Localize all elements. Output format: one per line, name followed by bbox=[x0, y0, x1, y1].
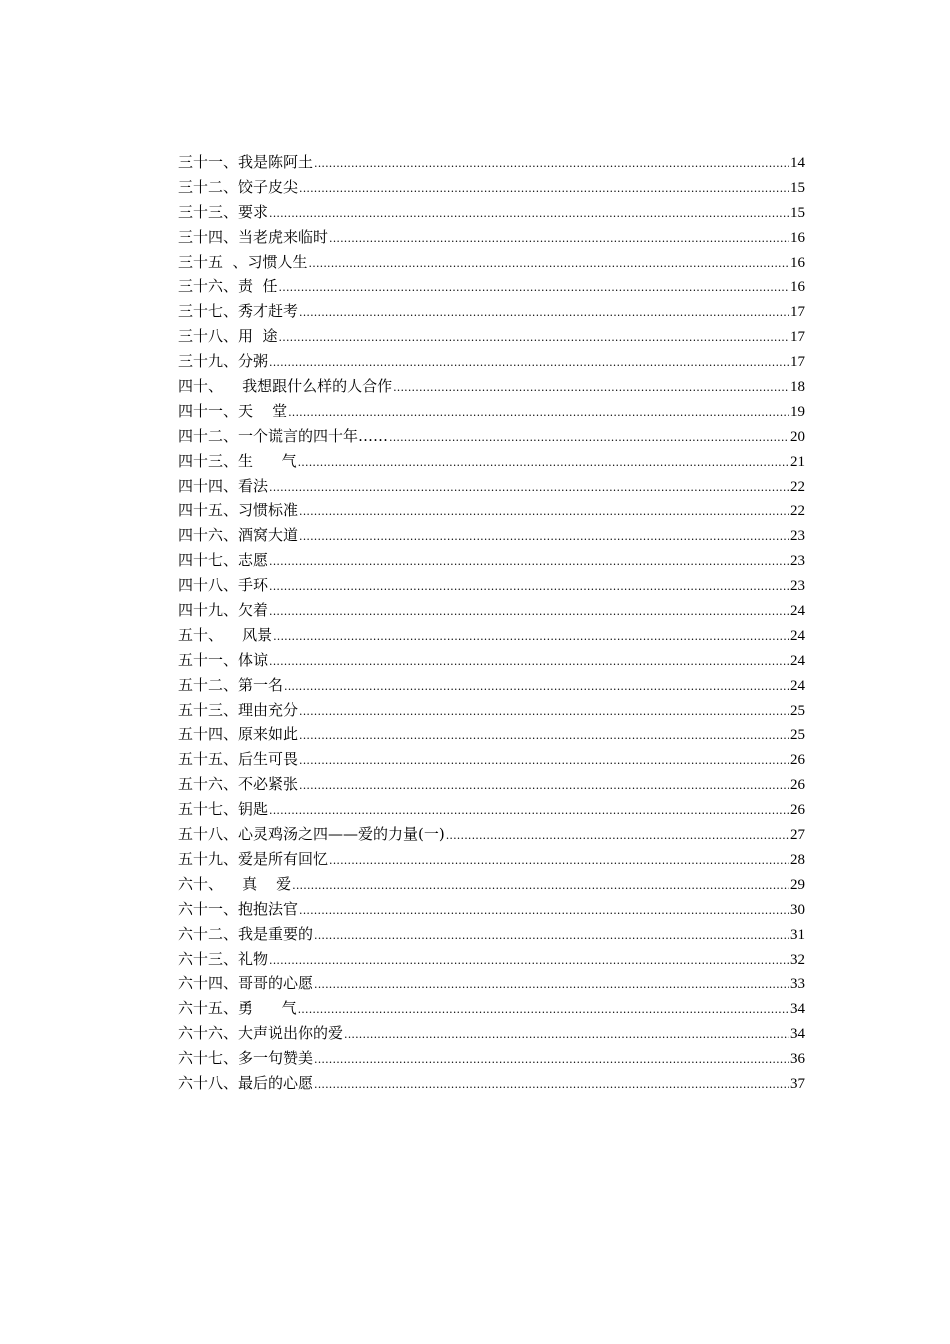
toc-entry-title: 五十二、第一名 bbox=[178, 675, 284, 694]
toc-dot-leader bbox=[269, 656, 789, 667]
toc-entry-title: 五十四、原来如此 bbox=[178, 725, 299, 744]
toc-entry-page-number: 33 bbox=[790, 976, 805, 993]
toc-entry-page-number: 25 bbox=[790, 727, 805, 744]
toc-dot-leader bbox=[284, 681, 789, 692]
toc-entry-page-number: 17 bbox=[790, 354, 805, 371]
toc-entry-title: 五十六、不必紧张 bbox=[178, 775, 299, 794]
toc-dot-leader bbox=[269, 955, 789, 966]
toc-entry-title: 四十、 我想跟什么样的人合作 bbox=[178, 377, 393, 396]
toc-entry-title: 五十一、体谅 bbox=[178, 650, 269, 669]
toc-entry[interactable] bbox=[178, 573, 805, 598]
toc-entry-page-number: 26 bbox=[790, 802, 805, 819]
toc-entry[interactable] bbox=[178, 250, 805, 275]
table-of-contents bbox=[178, 150, 805, 1096]
toc-entry[interactable] bbox=[178, 971, 805, 996]
toc-dot-leader bbox=[299, 506, 789, 517]
toc-entry-page-number: 19 bbox=[790, 403, 805, 420]
toc-entry-page-number: 36 bbox=[790, 1051, 805, 1068]
toc-entry-page-number: 34 bbox=[790, 1001, 805, 1018]
toc-dot-leader bbox=[299, 730, 789, 741]
toc-dot-leader bbox=[269, 208, 789, 219]
toc-dot-leader bbox=[299, 755, 789, 766]
toc-entry[interactable] bbox=[178, 150, 805, 175]
toc-entry-title: 三十四、当老虎来临时 bbox=[178, 227, 329, 246]
toc-entry-page-number: 27 bbox=[790, 827, 805, 844]
toc-entry-page-number: 28 bbox=[790, 851, 805, 868]
toc-entry[interactable] bbox=[178, 598, 805, 623]
toc-dot-leader bbox=[273, 631, 789, 642]
toc-entry-title: 六十二、我是重要的 bbox=[178, 924, 314, 943]
toc-entry-page-number: 32 bbox=[790, 951, 805, 968]
toc-entry-title: 五十五、后生可畏 bbox=[178, 750, 299, 769]
toc-dot-leader bbox=[298, 457, 789, 468]
toc-entry-page-number: 24 bbox=[790, 627, 805, 644]
toc-dot-leader bbox=[269, 606, 789, 617]
toc-entry[interactable] bbox=[178, 872, 805, 897]
toc-entry[interactable] bbox=[178, 996, 805, 1021]
toc-entry-title: 六十八、最后的心愿 bbox=[178, 1073, 314, 1092]
toc-dot-leader bbox=[299, 183, 789, 194]
toc-entry-page-number: 24 bbox=[790, 677, 805, 694]
toc-entry-title: 五十三、理由充分 bbox=[178, 700, 299, 719]
toc-entry-title: 三十五 、习惯人生 bbox=[178, 252, 308, 271]
toc-entry-page-number: 37 bbox=[790, 1075, 805, 1092]
toc-entry-title: 三十一、我是陈阿土 bbox=[178, 153, 314, 171]
toc-entry-page-number: 23 bbox=[790, 553, 805, 570]
toc-entry[interactable] bbox=[178, 374, 805, 399]
toc-entry[interactable] bbox=[178, 1046, 805, 1071]
toc-entry[interactable] bbox=[178, 698, 805, 723]
toc-entry[interactable] bbox=[178, 324, 805, 349]
toc-entry[interactable] bbox=[178, 847, 805, 872]
toc-entry-title: 四十三、生 气 bbox=[178, 451, 297, 470]
toc-dot-leader bbox=[299, 706, 789, 717]
toc-entry-page-number: 18 bbox=[790, 379, 805, 396]
toc-entry-title: 三十二、饺子皮尖 bbox=[178, 177, 299, 196]
toc-entry[interactable] bbox=[178, 399, 805, 424]
toc-entry-title: 六十六、大声说出你的爱 bbox=[178, 1024, 344, 1043]
toc-entry-title: 三十八、用 途 bbox=[178, 327, 278, 346]
toc-entry[interactable] bbox=[178, 822, 805, 847]
toc-entry[interactable] bbox=[178, 1071, 805, 1096]
toc-entry[interactable] bbox=[178, 523, 805, 548]
toc-dot-leader bbox=[314, 979, 789, 990]
toc-dot-leader bbox=[269, 357, 789, 368]
toc-dot-leader bbox=[279, 282, 789, 293]
toc-entry-page-number: 16 bbox=[790, 254, 805, 271]
toc-entry[interactable] bbox=[178, 548, 805, 573]
toc-entry-title: 四十五、习惯标准 bbox=[178, 501, 299, 520]
toc-entry-title: 六十三、礼物 bbox=[178, 949, 269, 968]
toc-dot-leader bbox=[309, 258, 789, 269]
toc-entry-page-number: 22 bbox=[790, 478, 805, 495]
toc-entry-page-number: 14 bbox=[790, 155, 805, 171]
toc-dot-leader bbox=[446, 830, 789, 841]
toc-entry-title: 四十四、看法 bbox=[178, 476, 269, 495]
toc-dot-leader bbox=[344, 1029, 789, 1040]
toc-entry-title: 五十七、钥匙 bbox=[178, 800, 269, 819]
toc-entry[interactable] bbox=[178, 274, 805, 299]
toc-dot-leader bbox=[329, 233, 789, 244]
toc-entry-title: 五十九、爱是所有回忆 bbox=[178, 849, 329, 868]
toc-dot-leader bbox=[288, 407, 789, 418]
toc-dot-leader bbox=[314, 1054, 789, 1065]
toc-entry[interactable] bbox=[178, 922, 805, 947]
toc-entry[interactable] bbox=[178, 424, 805, 449]
toc-entry[interactable] bbox=[178, 648, 805, 673]
toc-entry-title: 六十一、抱抱法官 bbox=[178, 899, 299, 918]
toc-dot-leader bbox=[298, 1004, 789, 1015]
toc-entry[interactable] bbox=[178, 498, 805, 523]
toc-entry-page-number: 20 bbox=[790, 428, 805, 445]
toc-entry[interactable] bbox=[178, 947, 805, 972]
toc-entry-title: 三十六、责 任 bbox=[178, 277, 278, 296]
toc-entry-page-number: 29 bbox=[790, 876, 805, 893]
toc-entry[interactable] bbox=[178, 673, 805, 698]
toc-entry-page-number: 17 bbox=[790, 329, 805, 346]
toc-entry[interactable] bbox=[178, 772, 805, 797]
toc-entry-page-number: 16 bbox=[790, 229, 805, 246]
toc-entry[interactable] bbox=[178, 225, 805, 250]
toc-entry-title: 四十六、酒窝大道 bbox=[178, 526, 299, 545]
toc-entry-page-number: 22 bbox=[790, 503, 805, 520]
toc-dot-leader bbox=[314, 1079, 789, 1090]
toc-dot-leader bbox=[299, 780, 789, 791]
toc-entry-title: 六十五、勇 气 bbox=[178, 999, 297, 1018]
toc-entry-page-number: 31 bbox=[790, 926, 805, 943]
toc-entry-title: 四十八、手环 bbox=[178, 576, 269, 595]
toc-dot-leader bbox=[279, 332, 789, 343]
toc-entry[interactable] bbox=[178, 722, 805, 747]
toc-entry-title: 四十七、志愿 bbox=[178, 551, 269, 570]
toc-dot-leader bbox=[292, 880, 789, 891]
toc-entry-title: 三十三、要求 bbox=[178, 202, 269, 221]
toc-entry-title: 四十二、一个谎言的四十年…… bbox=[178, 426, 389, 445]
toc-dot-leader bbox=[393, 382, 789, 393]
toc-entry-page-number: 23 bbox=[790, 578, 805, 595]
toc-entry[interactable] bbox=[178, 623, 805, 648]
toc-entry[interactable] bbox=[178, 897, 805, 922]
toc-entry-page-number: 30 bbox=[790, 901, 805, 918]
toc-dot-leader bbox=[269, 482, 789, 493]
toc-entry-page-number: 26 bbox=[790, 752, 805, 769]
toc-entry-page-number: 25 bbox=[790, 702, 805, 719]
toc-entry-title: 四十九、欠着 bbox=[178, 601, 269, 620]
toc-entry-title: 五十、 风景 bbox=[178, 625, 273, 644]
toc-entry-page-number: 15 bbox=[790, 204, 805, 221]
toc-entry[interactable] bbox=[178, 1021, 805, 1046]
toc-entry[interactable] bbox=[178, 449, 805, 474]
toc-entry[interactable] bbox=[178, 175, 805, 200]
toc-dot-leader bbox=[299, 531, 789, 542]
toc-entry-title: 四十一、天 堂 bbox=[178, 401, 288, 420]
toc-dot-leader bbox=[314, 930, 789, 941]
toc-entry-title: 三十九、分粥 bbox=[178, 352, 269, 371]
toc-entry-page-number: 17 bbox=[790, 304, 805, 321]
toc-entry[interactable] bbox=[178, 747, 805, 772]
toc-entry-page-number: 23 bbox=[790, 528, 805, 545]
toc-entry-title: 三十七、秀才赶考 bbox=[178, 302, 299, 321]
toc-entry-page-number: 16 bbox=[790, 279, 805, 296]
toc-entry[interactable] bbox=[178, 474, 805, 499]
toc-entry-title: 六十七、多一句赞美 bbox=[178, 1049, 314, 1068]
toc-entry-page-number: 24 bbox=[790, 652, 805, 669]
toc-entry[interactable] bbox=[178, 200, 805, 225]
toc-entry-title: 五十八、心灵鸡汤之四——爱的力量(一) bbox=[178, 825, 445, 844]
toc-entry[interactable] bbox=[178, 797, 805, 822]
toc-entry[interactable] bbox=[178, 349, 805, 374]
toc-dot-leader bbox=[269, 581, 789, 592]
toc-entry[interactable] bbox=[178, 299, 805, 324]
toc-entry-title: 六十四、哥哥的心愿 bbox=[178, 974, 314, 993]
toc-entry-page-number: 15 bbox=[790, 179, 805, 196]
toc-dot-leader bbox=[299, 307, 789, 318]
toc-dot-leader bbox=[389, 432, 789, 443]
toc-entry-page-number: 34 bbox=[790, 1026, 805, 1043]
toc-dot-leader bbox=[299, 905, 789, 916]
toc-entry-page-number: 26 bbox=[790, 777, 805, 794]
toc-entry-page-number: 24 bbox=[790, 603, 805, 620]
toc-dot-leader bbox=[269, 805, 789, 816]
toc-entry-title: 六十、 真 爱 bbox=[178, 874, 292, 893]
toc-entry-page-number: 21 bbox=[790, 453, 805, 470]
toc-dot-leader bbox=[329, 855, 789, 866]
toc-dot-leader bbox=[269, 556, 789, 567]
toc-dot-leader bbox=[314, 158, 789, 169]
